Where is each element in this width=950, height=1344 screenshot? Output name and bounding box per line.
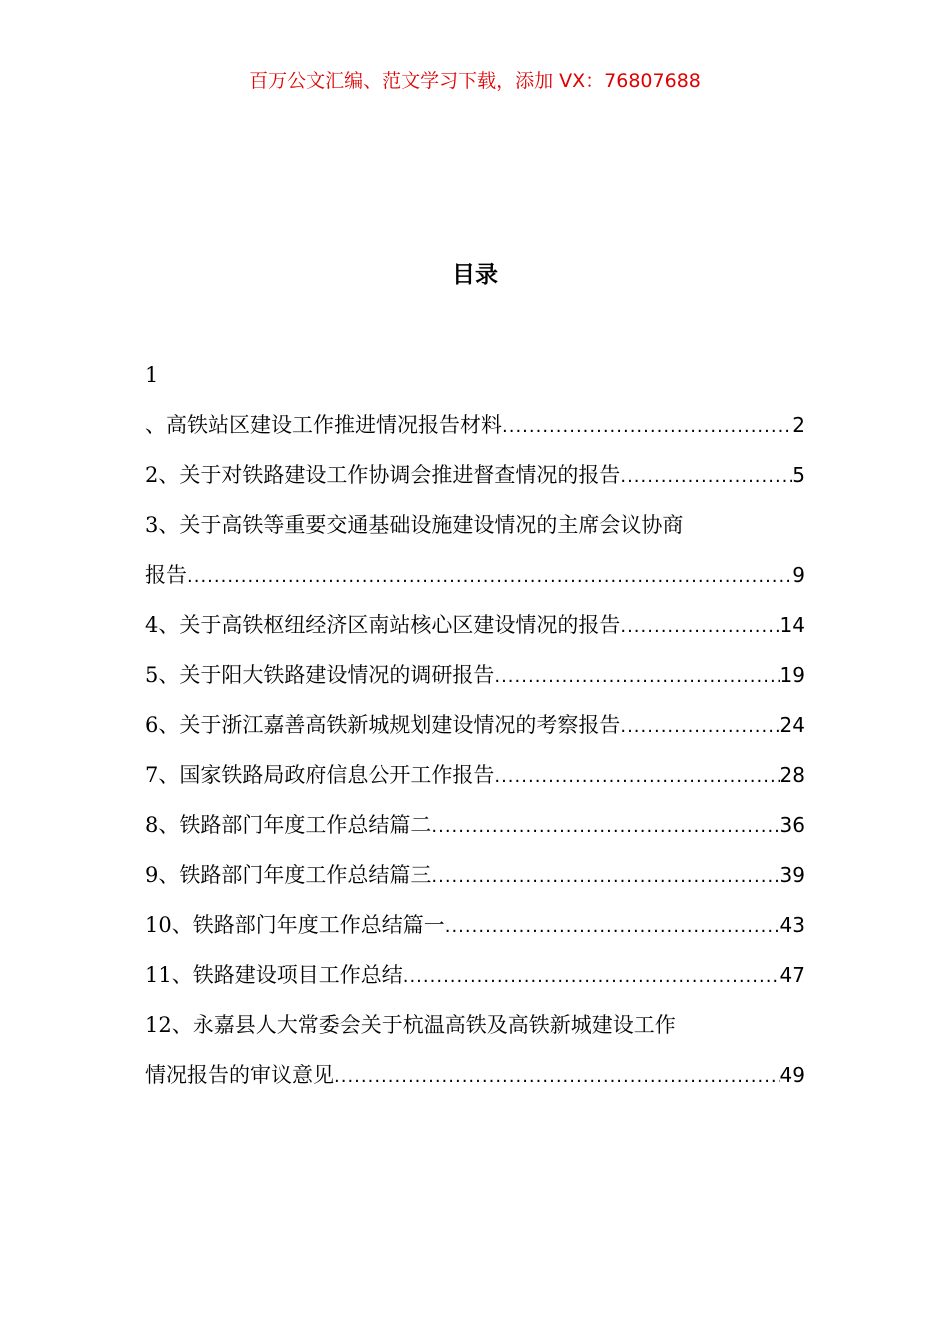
toc-entry-title: 4、关于高铁枢纽经济区南站核心区建设情况的报告 — [145, 613, 621, 637]
toc-entry-page: 49 — [779, 1063, 805, 1087]
toc-entry-1-number: 1 — [145, 363, 159, 387]
toc-entry-title: 2、关于对铁路建设工作协调会推进督查情况的报告 — [145, 463, 621, 487]
toc-entry-page: 2 — [792, 413, 805, 437]
toc-leader-dots — [403, 952, 780, 1000]
toc-entry-title: 5、关于阳大铁路建设情况的调研报告 — [145, 663, 495, 687]
toc-leader-dots — [620, 702, 779, 750]
toc-leader-dots — [187, 552, 792, 600]
toc-entry-5[interactable] — [145, 650, 805, 700]
toc-entry-2[interactable] — [145, 450, 805, 500]
toc-leader-dots — [431, 802, 779, 850]
toc-entry-7[interactable] — [145, 750, 805, 800]
toc-entry-page: 24 — [779, 713, 805, 737]
toc-entry-8[interactable] — [145, 800, 805, 850]
toc-entry-page: 28 — [779, 763, 805, 787]
toc-entry-page: 5 — [792, 463, 805, 487]
toc-entry-page: 39 — [779, 863, 805, 887]
toc-leader-dots — [620, 452, 792, 500]
toc-entry-3-first-line[interactable]: 3、关于高铁等重要交通基础设施建设情况的主席会议协商 — [145, 513, 684, 537]
table-of-contents — [145, 350, 805, 1100]
toc-leader-dots — [431, 852, 779, 900]
toc-entry-title: 10、铁路部门年度工作总结篇一 — [145, 913, 445, 937]
toc-entry-title: 6、关于浙江嘉善高铁新城规划建设情况的考察报告 — [145, 713, 621, 737]
toc-entry-title: 情况报告的审议意见 — [145, 1063, 334, 1087]
toc-entry-title: 报告 — [145, 563, 187, 587]
toc-leader-dots — [445, 902, 780, 950]
toc-entry-9[interactable] — [145, 850, 805, 900]
toc-leader-dots — [494, 652, 779, 700]
toc-entry-page: 43 — [779, 913, 805, 937]
toc-leader-dots — [502, 402, 792, 450]
toc-entry-page: 36 — [779, 813, 805, 837]
toc-entry-title: 、高铁站区建设工作推进情况报告材料 — [145, 413, 502, 437]
toc-entry-3[interactable] — [145, 550, 805, 600]
toc-leader-dots — [494, 752, 779, 800]
toc-entry-title: 9、铁路部门年度工作总结篇三 — [145, 863, 432, 887]
toc-entry-11[interactable] — [145, 950, 805, 1000]
toc-entry-4[interactable] — [145, 600, 805, 650]
toc-leader-dots — [334, 1052, 780, 1100]
toc-leader-dots — [620, 602, 779, 650]
page-title: 目录 — [452, 262, 498, 288]
toc-entry-title: 7、国家铁路局政府信息公开工作报告 — [145, 763, 495, 787]
toc-entry-6[interactable] — [145, 700, 805, 750]
toc-entry-title: 8、铁路部门年度工作总结篇二 — [145, 813, 432, 837]
watermark-header: 百万公文汇编、范文学习下载，添加 VX：76807688 — [249, 70, 701, 92]
toc-entry-page: 47 — [779, 963, 805, 987]
toc-entry-12-first-line[interactable]: 12、永嘉县人大常委会关于杭温高铁及高铁新城建设工作 — [145, 1013, 676, 1037]
toc-entry-12[interactable] — [145, 1050, 805, 1100]
toc-entry-page: 9 — [792, 563, 805, 587]
toc-entry-1[interactable] — [145, 400, 805, 450]
toc-entry-page: 14 — [779, 613, 805, 637]
toc-entry-10[interactable] — [145, 900, 805, 950]
toc-entry-title: 11、铁路建设项目工作总结 — [145, 963, 403, 987]
toc-entry-page: 19 — [779, 663, 805, 687]
